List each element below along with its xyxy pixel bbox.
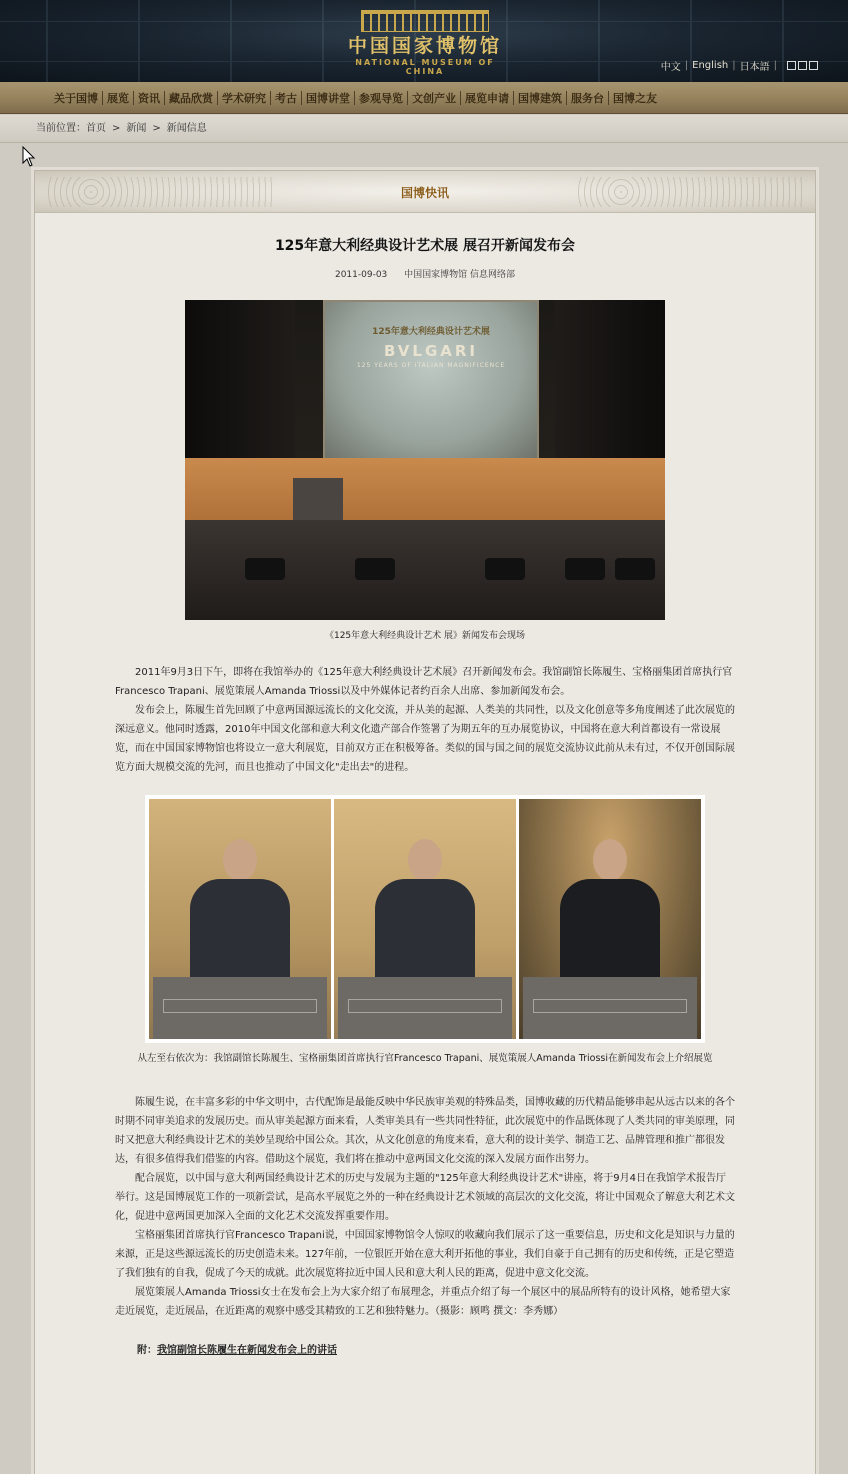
speaker-photo <box>334 799 516 1039</box>
breadcrumb <box>0 115 848 143</box>
main-nav <box>0 82 848 114</box>
photo-caption: 《125年意大利经典设计艺术 展》新闻发布会现场 <box>324 631 526 641</box>
article-meta <box>115 267 735 280</box>
lang-japanese[interactable]: 日本語 <box>739 62 770 73</box>
content-panel <box>34 170 816 1474</box>
museum-logo[interactable] <box>340 10 510 74</box>
lang-other-icon[interactable] <box>787 61 818 70</box>
breadcrumb-separator: > <box>112 123 121 134</box>
article-paragraph: 配合展览，以中国与意大利两国经典设计艺术的历史与发展为主题的"125年意大利经典设计艺术"讲座，将于9月4日在我馆学术报告厅举行。这是国博展览工作的一项新尝试，是高水平展览之外的一种在经典设计艺术领域的高层次的文化交流，将让中国观众了解意大利艺术文化，促进中意两国更加深入全面的文化艺术交流发挥重要作用。 <box>115 1173 735 1222</box>
nav-item-apply[interactable]: 展览申请 <box>465 91 509 105</box>
article-paragraph: 发布会上，陈履生首先回顾了中意两国源远流长的文化交流，并从美的起源、人类美的共同性，以及文化创意等多角度阐述了此次展览的深远意义。他同时透露，2010年中国文化部和意大利文化遗产部合作签署了为期五年的互办展览协议，中国将在意大利首都设有一常设展览，而在中国国家博物馆也将设立一意大利展览，目前双方正在积极筹备。类似的国与国之间的展览交流协议此前从未有过，不仅开创国际展览方面大规模交流的先河，而且也推动了中国文化"走出去"的进程。 <box>115 705 735 773</box>
article-source: 中国国家博物馆 信息网络部 <box>404 270 516 280</box>
speakers-photo <box>145 795 705 1043</box>
nav-item-lectures[interactable]: 国博讲堂 <box>306 91 350 105</box>
article-paragraph: 2011年9月3日下午，即将在我馆举办的《125年意大利经典设计艺术展》召开新闻发布会。我馆副馆长陈履生、宝格丽集团首席执行官Francesco Trapani、展览策展人Amanda Triossi以及中外媒体记者约百余人出席、参加新闻发布会。 <box>115 667 733 697</box>
article-paragraph: 宝格丽集团首席执行官Francesco Trapani说，中国国家博物馆令人惊叹的收藏向我们展示了这一重要信息，历史和文化是知识与力量的来源，正是这些源远流长的历史创造未来。127年前，一位银匠开始在意大利开拓他的事业，我们自豪于自己拥有的历史和传统，正是它塑造了我们独有的自我，促成了今天的成就。此次展览将拉近中国人民和意大利人民的距离，促进中意文化交流。 <box>115 1230 735 1279</box>
site-header <box>0 0 848 82</box>
nav-item-news[interactable]: 资讯 <box>138 91 160 105</box>
nav-item-about[interactable]: 关于国博 <box>54 91 98 105</box>
article-date: 2011-09-03 <box>334 270 388 280</box>
screen-subtitle: 125 YEARS OF ITALIAN MAGNIFICENCE <box>356 362 506 369</box>
appendix-label: 附： <box>137 1345 157 1356</box>
appendix-link[interactable]: 我馆副馆长陈履生在新闻发布会上的讲话 <box>157 1345 337 1356</box>
nav-item-creative[interactable]: 文创产业 <box>412 91 456 105</box>
language-switcher: 中文 | English | 日本語 | <box>661 58 818 73</box>
article-title: 125年意大利经典设计艺术展 展召开新闻发布会 <box>274 238 576 254</box>
breadcrumb-current: 新闻信息 <box>166 123 207 134</box>
breadcrumb-news[interactable]: 新闻 <box>126 123 147 134</box>
screen-brand: BVLGARI <box>383 342 479 360</box>
speaker-photo <box>149 799 331 1039</box>
nav-item-architecture[interactable]: 国博建筑 <box>518 91 562 105</box>
panel-header <box>35 171 815 213</box>
logo-english-name: NATIONAL MUSEUM OF CHINA <box>355 58 495 76</box>
nav-item-visit[interactable]: 参观导览 <box>359 91 403 105</box>
appendix <box>115 1341 735 1356</box>
nav-item-research[interactable]: 学术研究 <box>222 91 266 105</box>
lang-chinese[interactable]: 中文 <box>660 62 681 73</box>
logo-chinese-name: 中国国家博物馆 <box>347 35 502 57</box>
press-conference-photo <box>185 300 665 620</box>
breadcrumb-prefix: 当前位置： <box>36 123 86 134</box>
lang-english[interactable]: English <box>692 60 729 71</box>
nav-item-exhibitions[interactable]: 展览 <box>107 91 129 105</box>
projection-screen <box>323 300 539 460</box>
nav-item-service[interactable]: 服务台 <box>571 91 604 105</box>
speaker-photo <box>519 799 701 1039</box>
breadcrumb-home[interactable]: 首页 <box>86 123 106 134</box>
nav-item-archaeology[interactable]: 考古 <box>275 91 297 105</box>
nav-item-friends[interactable]: 国博之友 <box>613 91 657 105</box>
photo-caption: 从左至右依次为：我馆副馆长陈履生、宝格丽集团首席执行官Francesco Trapani、展览策展人Amanda Triossi在新闻发布会上介绍展览 <box>137 1053 713 1064</box>
museum-building-icon <box>361 10 489 32</box>
article-paragraph: 陈履生说，在丰富多彩的中华文明中，古代配饰是最能反映中华民族审美观的特殊品类，国博收藏的历代精品能够串起从远古以来的各个时期不同审美追求的发展历史。而从审美起源方面来看，人类审美具有一些共同性特征，此次展览中的作品既体现了人类共同的审美原理，同时又把意大利经典设计艺术的美妙呈现给中国公众。其次，从文化创意的角度来看，意大利的设计美学、制造工艺、品牌管理和推广都很发达，有很多值得我们借鉴的内容。借助这个展览，我们将在推动中意两国文化交流的深入发展方面作出努力。 <box>115 1097 735 1165</box>
mouse-cursor-icon <box>22 146 36 168</box>
screen-title-cn: 125年意大利经典设计艺术展 <box>372 327 490 337</box>
article <box>35 235 815 1356</box>
panel-title: 国博快讯 <box>400 186 449 200</box>
breadcrumb-separator: > <box>152 123 161 134</box>
article-paragraph: 展览策展人Amanda Triossi女士在发布会上为大家介绍了布展理念，并重点介绍了每一个展区中的展品所特有的设计风格，她希望大家走近展览，走近展品，在近距离的观察中感受其精致的工艺和独特魅力。（摄影：顾鸣 撰文：李秀娜） <box>115 1287 731 1317</box>
nav-item-collection[interactable]: 藏品欣赏 <box>169 91 213 105</box>
